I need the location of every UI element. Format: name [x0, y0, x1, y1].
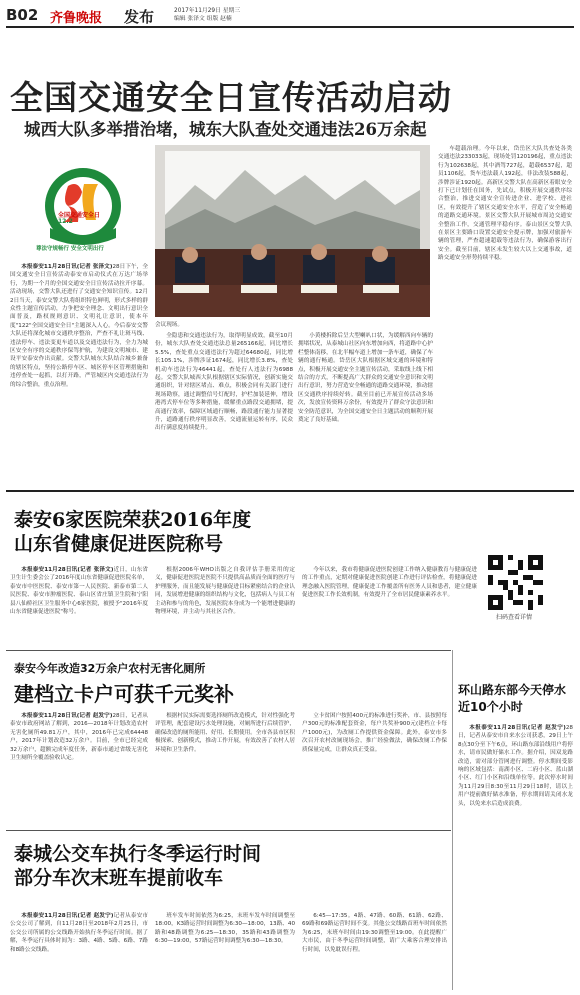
housing-text-1: 28日，记者从泰安市政府网站了解到，2016—2018年计划改造农村无害化厕所49.81万户，其中，2016年已完成64448户，2017年计划改造32万余户。目前，全市已经完成32万余户，超额完成年度任务，新泰市通过省级无害化卫生厕所全覆盖验收认定。 [10, 713, 148, 762]
qr-caption: 扫码查看详情 [496, 614, 533, 621]
bus-text-2: 班车发车时间依然为6:25，末班车发车时间调整至18:00，K3路运营时间调整为6:30—18:00，13路、40路和48路调整为6:25—18:30，35路和43路调整为6:30—19:00，57路运营时间调整为6:30—18:30。 [155, 913, 295, 945]
housing-byline: 本报泰安11月28日讯(记者 赵发宁) [21, 713, 113, 719]
logo-ribbon-text: 尊法守规畅行 安全文明出行 [36, 246, 104, 252]
lead-column-1 [10, 263, 148, 481]
bus-column-2 [155, 912, 295, 988]
housing-headline: 建档立卡户可获千元奖补 [14, 682, 234, 706]
hospital-text-3: 今年以来，我市将健康促进医院创建工作纳入健康教育与健康促进的工作重点，定期对健康促进医院创建工作进行评估检查，将健康促进理念融入医院管理，健康促进工作覆盖所有医务人员和患者，建立健康促进医院工作长效机制，有效提升了全市居民健康素养水平。 [302, 567, 477, 599]
housing-column-1 [10, 712, 148, 822]
qr-code[interactable] [488, 555, 543, 610]
lead-text-3: 小黄楼拆除后呈大型喇叭口状，为缓解西向车辆的拥堵状况，从泰城山社区向东增加向西，将道路中心护栏整体南移，在北半幅车道上增加一条车道，确保了车辆的通行畅通。岱岳区大队根据区域交通的环境和特点，积极开展交通安全主题宣传活动，采取线上线下相结合的方式，不断提高广大群众的交通安全意识和文明出行意识，努力营造安全畅通的道路交通环境，推动辖区交通秩序持续好转。截至目前已开展宣传活动多场次，发放宣传资料万余份，有效提升了群众守法意识和安全防范意识，为全国交通安全日主题活动的顺利开展奠定了良好基础。 [298, 333, 433, 424]
newspaper-name: 齐鲁晚报 [50, 11, 103, 26]
hospital-byline: 本报泰安11月28日讯(记者 张泽文) [21, 567, 114, 573]
issue-date: 2017年11月29日 星期三 [174, 8, 241, 14]
housing-column-3 [302, 712, 447, 822]
section-name: 发布 [124, 8, 155, 26]
page-number: B02 [6, 6, 39, 24]
qr-code-graphic [488, 555, 543, 610]
lead-text-1: 28日下午，全国交通安全日宣传活动泰安市启动仪式在万达广场举行，为期一个月的全国交通安全日宣传活动拉开序幕。活动现场，交警大队还进行了交通安全知识宣传。12月2日当天，泰安交警大队将组织特色鲜明，形式多样的群众性主题宣传活动，力争把安全理念、文明出行意识全面普及，路权规则意识、文明礼让意识，使本年度"122"全国交通安全日"主题深入人心。今后泰安交警大队还将深化城市交通秩序整治，严查不礼让斑马线、违法停车、违法变更车道以及交通违法行为，全力为城区安全有序的交通秩序保驾护航，为建设文明城市、建设平安泰安作出贡献。交警大队城东大队结合城乡兼备的辖区特点，坚持公路停车区、城区停车区管理措施和违停查处一起抓，以打开路，严管城区内交通违法行为的综合整治，重点治理。 [10, 264, 148, 388]
lead-column-3 [298, 332, 433, 481]
water-outage-text: 28日，记者从泰安市自来水公司获悉，29日上午8点30分至下午6点，环山路东部沿线用户将停水，请市民做好储水工作。据介绍，因双龙路改造，需对部分管网进行调整。停水期间受影响的区域包括：南湖小区、二府小区、蓝山湖小区、红门小区和沿线单位等。此次停水时间为11月29日8:30至11月29日18时，请以上用户提前做好储水准备，停水期间请关闭水龙头，以免来水后造成浪费。 [458, 725, 573, 807]
hospital-text-2: 根据2006年WHO出版之自我评估手册采用的定义，健康促进医院是医院不只提供高品质而全面的医疗与护理服务，而且能发展与健康促进目标紧密结合的企业认同，发展增进健康的组织结构与文化，包括病人与员工有主动和参与的角色，发展医院本身成为一个能增进健康的物理环境，并主动与其社区合作。 [155, 567, 295, 616]
hospital-text-1: 近日，山东省卫生计生委会公了2016年度山东省健康促进医院名单，泰安市中医医院、泰安市第一人民医院、新泰市第二人民医院、泰安市肿瘤医院、泰山区省庄镇卫生院和宁阳县八仙桥社区卫生服务中心6家医院，被授予"2016年度山东省健康促进医院"称号。 [10, 567, 148, 616]
logo-badge-text: 全国交通安全日 [58, 212, 101, 219]
meeting-photo [155, 145, 430, 317]
lead-headline: 全国交通安全日宣传活动启动 [10, 78, 452, 117]
lead-subheadline: 城西大队多举措治堵，城东大队查处交通违法26万余起 [24, 120, 427, 139]
meeting-photo-scene [155, 145, 430, 317]
hospital-headline-line-1: 泰安6家医院荣获2016年度 [14, 509, 252, 531]
section-divider-2 [6, 650, 451, 651]
editors-line: 编辑 张泽文 组版 赵楠 [174, 16, 232, 22]
bus-text-1: 记者从泰安市公交公司了解到，自11月28日至2018年2月25日，市公交公司所属的公交线路开始执行冬季运行时间。据了解，冬季运行具体时间为：3路、4路、5路、6路、7路和8路公交线路。 [10, 913, 148, 953]
water-outage-column [458, 724, 573, 986]
hospital-column-1 [10, 566, 148, 642]
bus-column-1 [10, 912, 148, 988]
housing-kicker: 泰安今年改造32万余户农村无害化厕所 [14, 662, 206, 675]
masthead [6, 6, 574, 28]
housing-text-2: 根据村民实际需要选择厕所改造模式，针对性强化考评管理，配套建设污水处理设施，对厕所进行后续管护，确保改造的厕所能用、好用、长期使用。全市各县市区积极探索、创新模式，推动工作开展，有效改善了农村人居环境和卫生条件。 [155, 713, 295, 753]
lead-byline: 本报泰安11月28日讯(记者 张泽文) [21, 264, 113, 270]
traffic-day-logo [28, 166, 138, 254]
hospital-column-2 [155, 566, 295, 642]
bus-headline-line-1: 泰城公交车执行冬季运行时间 [14, 843, 262, 865]
dateline [174, 7, 240, 23]
lead-text-4: 车超载治理。今年以来，岱岳区大队共查处各类交通违法233033起，现场处罚120196起，重点违法行为102638起，其中酒驾727起，超载6537起，超员1106起，货车违法载人192起，非法改装588起，涉牌涉证1920起。高新区交警大队在高新区着眼安全打下已计划任在国务，先试点，积极开展交通秩序综合整治，推进交通安全宣传进企业、进学校、进社区，有效提升了辖区交通安全水平，营造了安全畅通的道路交通环境。景区交警大队开展城市周边交通安全整治工作，交通管理平稳有序。泰山景区交警大队在景区主要路口设置交通安全提示牌，加强对旅游车辆的管理，严查超速超载等违法行为，确保游客出行安全。截至目前，辖区未发生较大以上交通事故，道路交通安全形势持续平稳。 [438, 146, 572, 262]
water-outage-headline: 环山路东部今天停水近10个小时 [458, 683, 567, 714]
photo-caption: 会议现场。 [155, 322, 183, 328]
bus-headline-line-2: 部分车次末班车提前收车 [14, 867, 224, 889]
lead-text-2: 全隐患和交通违法行为，取得明显成效，截至10月份，城东大队查处交通违法总量265166起，同比增长5.5%，查处重点交通违法行为超过64680起，同比增长105.1%，涉牌涉证1674起，同比增长3.8%，查处机动车违法行为46441起，查处行人违法行为6988起。交警大队城西大队根据辖区实际情况，创新实施交通组织，针对辖区堵点、难点，积极会同有关部门进行现场勘察，通过调整信号灯配时，护栏加装延伸，增设港湾式停车位等多种措施，缓解重点路段交通拥堵，提高通行效率，保障区域通行顺畅，路段通行能力显著提升，道路通行秩序明显改善，交通流量运转有序，民众出行满意度持续提升。 [155, 333, 293, 432]
column-rule [452, 650, 453, 990]
hospital-headline [14, 508, 314, 556]
housing-text-3: 立卡贫困户按照400元的标准进行奖补，市、县按照每户300元的标准配套资金，每户共奖补900元(建档立卡每户1000元)，为改厕工作提供资金保障。此外，泰安市多次召开农村改厕现场会，推广经验做法，确保改厕工作保质保量完成，让群众真正受益。 [302, 713, 447, 753]
logo-date-text: 12.2 [58, 218, 73, 225]
hospital-column-3 [302, 566, 477, 642]
water-outage-byline: 本报泰安11月28日讯(记者 赵发宁) [469, 725, 566, 731]
hospital-headline-line-2: 山东省健康促进医院称号 [14, 533, 224, 555]
bus-headline [14, 842, 314, 890]
bus-byline: 本报泰安11月28日讯(记者 赵发宁) [21, 913, 114, 919]
housing-column-2 [155, 712, 295, 822]
section-divider [6, 490, 574, 492]
lead-column-2 [155, 332, 293, 481]
section-divider-3 [6, 830, 451, 831]
lead-column-4 [438, 145, 572, 481]
bus-column-3 [302, 912, 447, 988]
bus-text-3: 6:45—17:35。4路、47路、60路、61路、62路、69路和69路运营时间不变。其他公交线路首班车时间依然为6:25，末班车时间由19:30调整至19:00。在此提醒广大市民，由于冬季运营时间调整，请广大乘客合理安排出行时间，以免耽误行程。 [302, 913, 447, 953]
